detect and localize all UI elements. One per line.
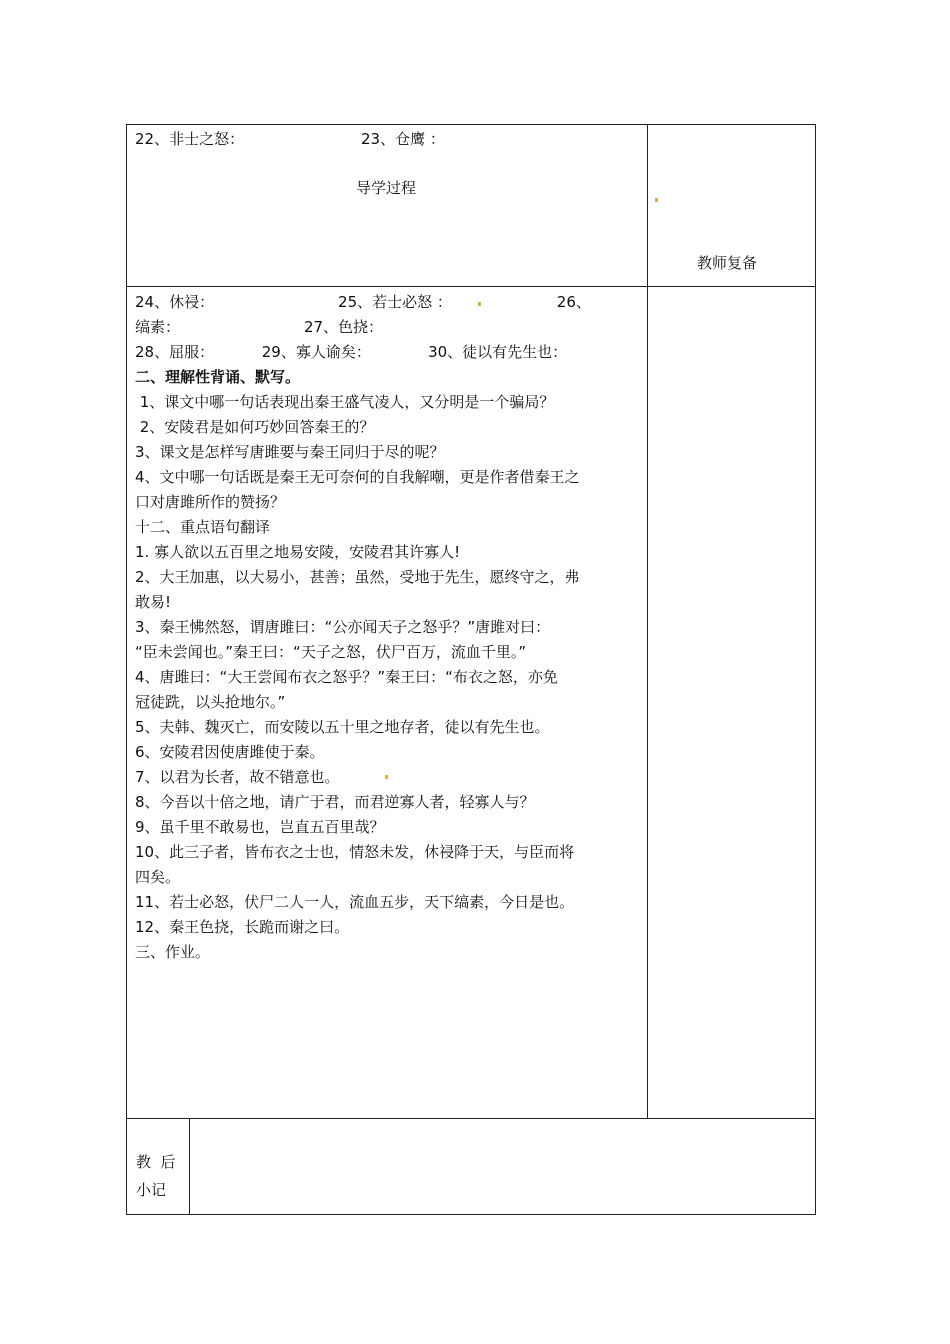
content-line: 1、课文中哪一句话表现出秦王盛气凌人，又分明是一个骗局？ [135,393,555,411]
reflection-label-line-2: 小记 [136,1181,167,1199]
content-line: 4、唐雎曰：“大王尝闻布衣之怒乎？”秦王曰：“布衣之怒，亦免 [135,668,558,686]
footer-label-divider [189,1118,190,1215]
table-left-border [126,124,127,1215]
decorative-speck [655,198,658,202]
content-line: “臣未尝闻也。”秦王曰：“天子之怒，伏尸百万，流血千里。” [135,643,527,661]
reflection-label-line-1: 教 后 [136,1153,176,1171]
content-line: 2、大王加惠，以大易小，甚善；虽然，受地于先生，愿终守之，弗 [135,568,580,586]
content-line: 3、课文是怎样写唐雎要与秦王同归于尽的呢？ [135,443,445,461]
content-line: 24、休祲： 25、若士必怒 ： 26、 [135,293,591,311]
content-line: 1. 寡人欲以五百里之地易安陵，安陵君其许寡人! [135,543,461,561]
content-line: 冠徒跣，以头抢地尔。” [135,693,286,711]
content-line: 28、屈服： 29、寡人谕矣： 30、徒以有先生也： [135,343,568,361]
reflection-notes-area[interactable] [191,1120,813,1213]
section-title: 导学过程 [356,179,417,197]
study-content [135,290,635,965]
content-line: 9、虽千里不敢易也，岂直五百里哉？ [135,818,385,836]
teacher-column-divider [647,124,648,1119]
content-line: 3、秦王怫然怒，谓唐雎曰：“公亦闻天子之怒乎？”唐雎对曰： [135,618,551,636]
vocab-item-23: 23、仓鹰 ： [361,130,445,148]
content-line: 缟素： 27、色挠： [135,318,384,336]
content-line: 2、安陵君是如何巧妙回答秦王的？ [135,418,375,436]
content-line: 口对唐雎所作的赞扬？ [135,493,286,511]
content-line: 敢易! [135,593,172,611]
table-right-border [815,124,816,1215]
vocab-item-22: 22、非士之怒： [135,130,245,148]
content-line: 5、夫韩、魏灭亡，而安陵以五十里之地存者，徒以有先生也。 [135,718,550,736]
content-line: 三、作业。 [135,943,211,961]
row-divider-1 [126,286,816,287]
table-bottom-border [126,1214,816,1215]
content-line: 四矣。 [135,868,181,886]
content-line: 12、秦王色挠，长跪而谢之曰。 [135,918,350,936]
content-line: 7、以君为长者，故不错意也。 [135,768,340,786]
content-line: 4、文中哪一句话既是秦王无可奈何的自我解嘲，更是作者借秦王之 [135,468,580,486]
content-line: 6、安陵君因使唐雎使于秦。 [135,743,325,761]
content-line: 8、今吾以十倍之地，请广于君，而君逆寡人者，轻寡人与？ [135,793,535,811]
section-heading: 二、理解性背诵、默写。 [135,368,301,386]
content-line: 十二、重点语句翻译 [135,518,271,536]
teacher-prep-label: 教师复备 [697,254,758,272]
row-divider-2 [126,1118,816,1119]
table-top-border [126,124,816,125]
content-line: 10、此三子者，皆布衣之士也，情怒未发，休祲降于天，与臣而将 [135,843,575,861]
content-line: 11、若士必怒，伏尸二人一人，流血五步，天下缟素，今日是也。 [135,893,575,911]
